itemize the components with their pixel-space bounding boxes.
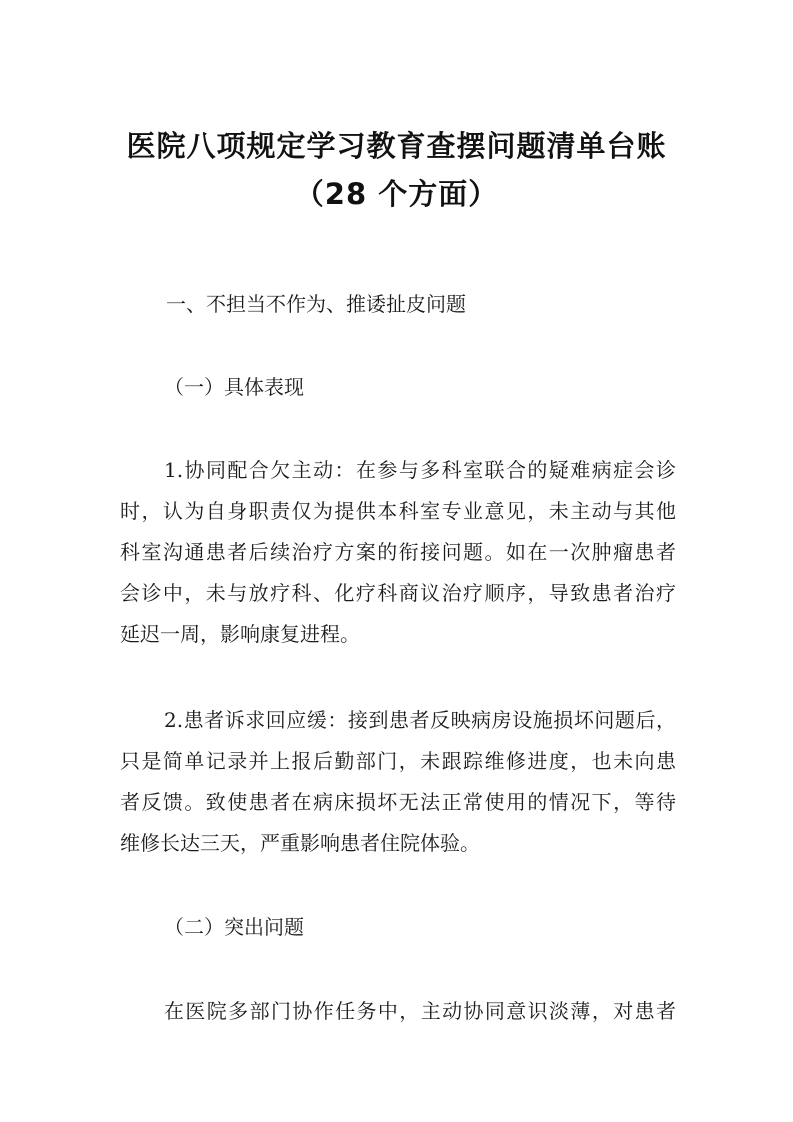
item1-line4: 会诊中，未与放疗科、化疗科商议治疗顺序，导致患者治疗 (120, 581, 676, 605)
item2-line1: 2.患者诉求回应缓：接到患者反映病房设施损坏问题后， (164, 708, 676, 732)
subsection-heading-specific: （一）具体表现 (164, 375, 304, 399)
item1-line1: 1.协同配合欠主动：在参与多科室联合的疑难病症会诊 (164, 458, 676, 482)
item2-line3: 者反馈。致使患者在病床损坏无法正常使用的情况下，等待 (120, 790, 676, 814)
item1-line3: 科室沟通患者后续治疗方案的衔接问题。如在一次肿瘤患者 (120, 540, 676, 564)
section-heading: 一、不担当不作为、推诿扯皮问题 (166, 292, 466, 316)
item1-line5: 延迟一周，影响康复进程。 (120, 622, 360, 646)
subsection-heading-problems: （二）突出问题 (164, 915, 304, 939)
problems-paragraph-line1: 在医院多部门协作任务中，主动协同意识淡薄，对患者 (164, 999, 676, 1023)
document-subtitle: （28 个方面） (294, 177, 499, 211)
document-title: 医院八项规定学习教育查摆问题清单台账 (126, 129, 667, 163)
item1-line2: 时，认为自身职责仅为提供本科室专业意见，未主动与其他 (120, 499, 676, 523)
item2-line4: 维修长达三天，严重影响患者住院体验。 (120, 831, 480, 855)
item2-line2: 只是简单记录并上报后勤部门，未跟踪维修进度，也未向患 (120, 749, 676, 773)
